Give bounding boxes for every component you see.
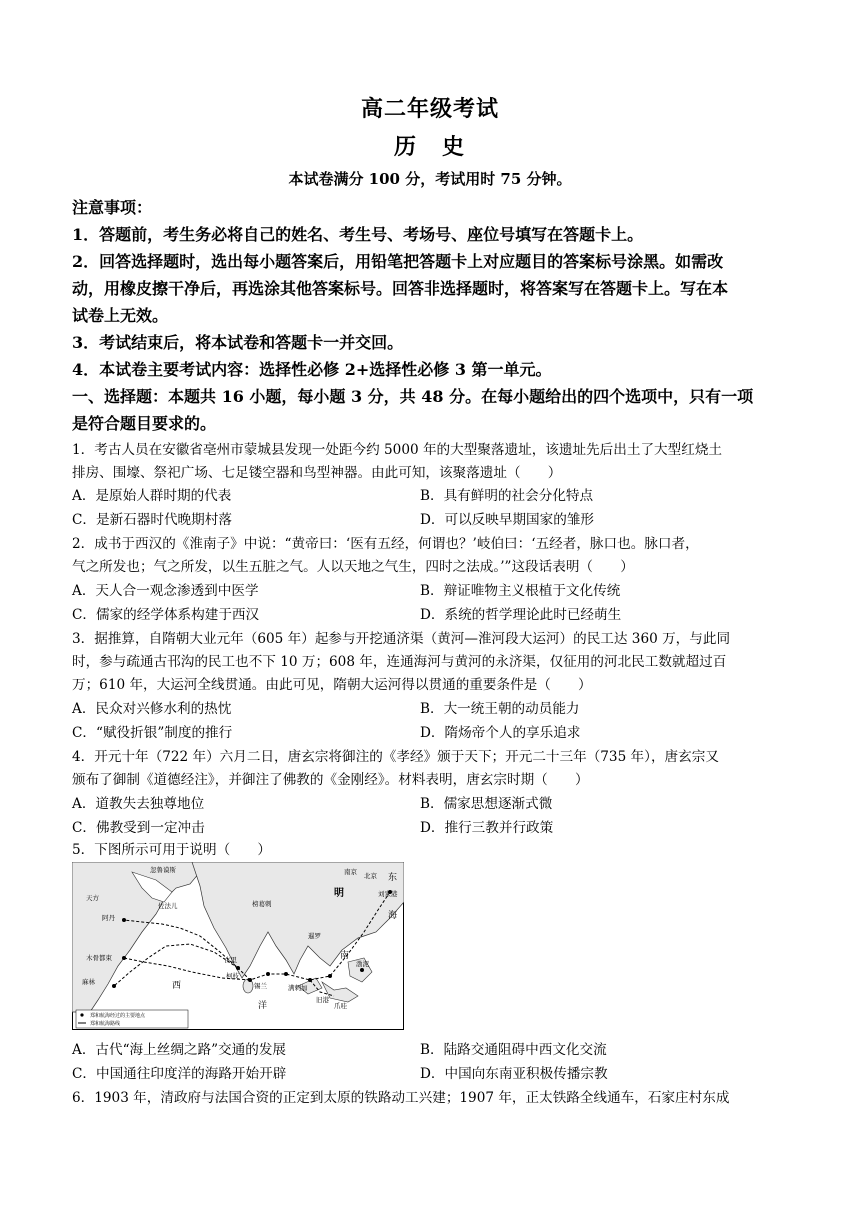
notice-heading: 注意事项： — [72, 198, 153, 217]
question-2-stem: 2．成书于西汉的《淮南子》中说：“黄帝曰：‘医有五经，何谓也？’岐伯曰：‘五经者，脉口也。脉口者， — [72, 536, 699, 552]
map-label: 阿丹 — [102, 914, 115, 922]
notice-line: 2．回答选择题时，选出每小题答案后，用铅笔把答题卡上对应题目的答案标号涂黑。如需改 — [72, 252, 724, 271]
question-1-stem: 1．考古人员在安徽省亳州市蒙城县发现一处距今约 5000 年的大型聚落遗址，该遗址先后出土了大型红烧土 — [72, 442, 723, 458]
map-label: 海 — [388, 911, 398, 921]
question-6-stem: 6．1903 年，清政府与法国合资的正定到太原的铁路动工兴建；1907 年，正太铁路全线通车，石家庄村东成 — [72, 1090, 730, 1106]
exam-title: 高二年级考试 — [360, 96, 499, 122]
question-2-option-b: B．辩证唯物主义根植于文化传统 — [420, 583, 621, 599]
map-legend-route: 郑和航海路线 — [90, 1021, 121, 1027]
map-label: 麻林 — [82, 978, 95, 986]
question-3-stem: 时，参与疏通古邗沟的民工也不下 10 万；608 年，连通海河与黄河的永济渠，仅征用的河北民工数就超过百 — [72, 654, 727, 670]
map-label: 明 — [334, 888, 344, 899]
map-legend-places: 郑和航海经过的主要地点 — [90, 1013, 146, 1019]
section-heading: 是符合题目要求的。 — [72, 414, 217, 433]
question-3-option-c: C．“赋役折银”制度的推行 — [72, 725, 233, 741]
subject-title: 历 史 — [393, 134, 466, 160]
map-label: 渤泥 — [356, 960, 369, 968]
question-1-option-c: C．是新石器时代晚期村落 — [72, 512, 232, 528]
question-1-option-d: D．可以反映早期国家的雏形 — [420, 512, 595, 528]
question-1-option-a: A．是原始人群时期的代表 — [72, 488, 232, 504]
section-heading: 一、选择题：本题共 16 小题，每小题 3 分，共 48 分。在每小题给出的四个选项中，只有一项 — [72, 387, 754, 406]
map-label: 东 — [388, 873, 398, 883]
map-label: 忽鲁谟斯 — [150, 866, 176, 874]
question-1-stem: 排房、围壕、祭祀广场、七足镂空器和鸟型神器。由此可知，该聚落遗址（ ） — [72, 465, 562, 481]
map-label: 天方 — [86, 894, 99, 902]
map-label: 木骨都束 — [86, 954, 112, 962]
map-label: 榜葛剌 — [252, 900, 272, 908]
map-label: 古里 — [224, 956, 237, 964]
map-label: 北京 — [364, 872, 377, 880]
question-4-stem: 颁布了御制《道德经注》，并御注了佛教的《金刚经》。材料表明，唐玄宗时期（ ） — [72, 772, 589, 788]
map-label: 佐法儿 — [158, 902, 178, 910]
zheng-he-voyage-map — [72, 862, 404, 1030]
question-5-option-c: C．中国通往印度洋的海路开始开辟 — [72, 1066, 287, 1082]
map-label: 锡兰 — [254, 982, 267, 990]
question-2-option-c: C．儒家的经学体系构建于西汉 — [72, 607, 260, 623]
question-4-stem: 4．开元十年（722 年）六月二日，唐玄宗将御注的《孝经》颁于天下；开元二十三年（735 年），唐玄宗又 — [72, 749, 719, 765]
question-3-stem: 万；610 年，大运河全线贯通。由此可见，隋朝大运河得以贯通的重要条件是（ ） — [72, 677, 592, 693]
map-label: 南 — [340, 951, 350, 961]
question-4-option-c: C．佛教受到一定冲击 — [72, 820, 205, 836]
question-2-option-d: D．系统的哲学理论此时已经萌生 — [420, 607, 622, 623]
question-2-option-a: A．天人合一观念渗透到中医学 — [72, 583, 259, 599]
question-5-option-a: A．古代“海上丝绸之路”交通的发展 — [72, 1042, 287, 1058]
question-3-option-a: A．民众对兴修水利的热忱 — [72, 701, 232, 717]
notice-line: 3．考试结束后，将本试卷和答题卡一并交回。 — [72, 333, 404, 352]
question-3-stem: 3．据推算，自隋朝大业元年（605 年）起参与开挖通济渠（黄河—淮河段大运河）的民工达 360 万，与此同 — [72, 631, 731, 647]
map-label: 暹罗 — [308, 932, 321, 940]
question-3-option-d: D．隋炀帝个人的享乐追求 — [420, 725, 581, 741]
map-label: 满剌加 — [288, 984, 308, 992]
question-4-option-b: B．儒家思想逐渐式微 — [420, 796, 553, 812]
question-5-stem: 5．下图所示可用于说明（ ） — [72, 842, 271, 858]
map-label: 柯枝 — [226, 972, 239, 980]
map-label: 西 — [172, 981, 182, 991]
notice-line: 动，用橡皮擦干净后，再选涂其他答案标号。回答非选择题时，将答案写在答题卡上。写在本 — [72, 279, 729, 298]
question-5-option-b: B．陆路交通阻碍中西文化交流 — [420, 1042, 607, 1058]
exam-subtitle: 本试卷满分 100 分，考试用时 75 分钟。 — [288, 170, 572, 188]
notice-line: 1．答题前，考生务必将自己的姓名、考生号、考场号、座位号填写在答题卡上。 — [72, 225, 644, 244]
question-4-option-d: D．推行三教并行政策 — [420, 820, 554, 836]
question-1-option-b: B．具有鲜明的社会分化特点 — [420, 488, 594, 504]
map-label: 洋 — [258, 1001, 268, 1011]
notice-line: 试卷上无效。 — [72, 306, 169, 325]
question-3-option-b: B．大一统王朝的动员能力 — [420, 701, 580, 717]
map-label: 爪哇 — [334, 1002, 347, 1010]
question-2-stem: 气之所发也；气之所发，以生五脏之气。人以天地之气生，四时之法成。’”这段话表明（ ） — [72, 559, 634, 575]
map-label: 旧港 — [316, 996, 329, 1004]
question-4-option-a: A．道教失去独尊地位 — [72, 796, 205, 812]
notice-line: 4．本试卷主要考试内容：选择性必修 2+选择性必修 3 第一单元。 — [72, 360, 552, 379]
map-label: 南京 — [344, 868, 357, 876]
question-5-option-d: D．中国向东南亚积极传播宗教 — [420, 1066, 608, 1082]
map-label: 刘家港 — [378, 890, 398, 898]
